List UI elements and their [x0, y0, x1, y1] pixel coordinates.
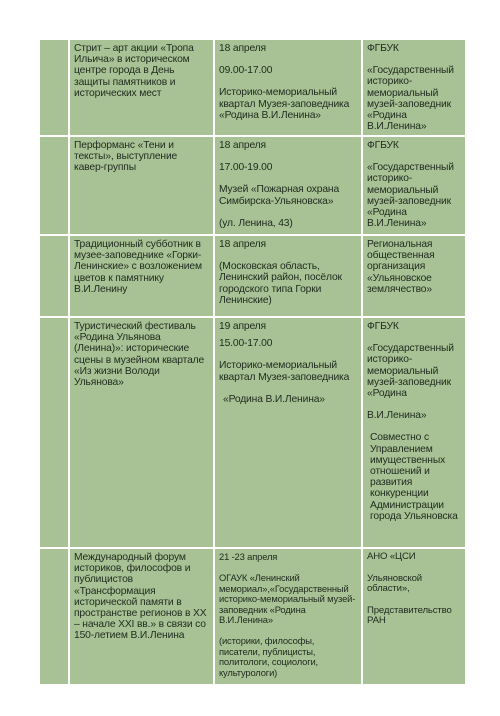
- organizer-partner: Представительство РАН: [367, 604, 452, 627]
- row-number-cell: [40, 40, 68, 135]
- event-cell: [70, 549, 213, 684]
- date-place-cell: [215, 137, 361, 234]
- table-row: [40, 40, 465, 135]
- date-place-cell: [215, 236, 361, 316]
- row-number-cell: [40, 137, 68, 234]
- event-date: 18 апреля: [219, 43, 266, 54]
- event-cell: [70, 40, 213, 135]
- organizer-name: Региональная общественная организация «Ульяновское землячество»: [367, 239, 435, 295]
- organizer-type: ФГБУК: [367, 321, 399, 332]
- event-place: Историко-мемориальный квартал Музея-заповедника: [219, 360, 350, 383]
- date-place-cell: [215, 318, 361, 547]
- organizer-region: Ульяновской области»,: [367, 572, 423, 595]
- organizer-cell: [363, 137, 465, 234]
- organizer-name-cont: В.И.Ленина»: [367, 410, 427, 422]
- event-place: Музей «Пожарная охрана Симбирска-Ульяновска»: [219, 184, 340, 207]
- table-row: [40, 137, 465, 234]
- event-date: 18 апреля: [219, 239, 266, 250]
- event-time: 15.00-17.00: [219, 338, 273, 350]
- event-cell: [70, 236, 213, 316]
- event-place: (Московская область, Ленинский район, посёлок городского типа Горки Ленинские): [219, 261, 342, 306]
- event-title: Туристический фестиваль «Родина Ульянова (Ленина)»: исторические сцены в музейном квартале «Из жизни Володи Ульянова»: [74, 321, 205, 389]
- event-place-name: «Родина В.И.Ленина»: [223, 393, 325, 405]
- event-time: 17.00-19.00: [219, 162, 273, 174]
- event-title: Международный форум историков, философов и публицистов «Трансформация исторической памяти в пространстве регионов в ХХ – начале XXI вв.» в связи со 150-летием В.И.Ленина: [74, 552, 207, 642]
- event-title: Перформанс «Тени и тексты», выступление кавер-группы: [74, 140, 178, 174]
- organizer-partner: Совместно с Управлением имущественных отношений и развития конкуренции Администрации города Ульяновска: [370, 432, 458, 522]
- organizer-cell: [363, 40, 465, 135]
- organizer-name: АНО «ЦСИ: [367, 551, 416, 562]
- event-participants: (историки, философы, писатели, публицисты, политологи, социологи, культурологи): [219, 635, 319, 678]
- date-place-cell: [215, 549, 361, 684]
- row-number-cell: [40, 549, 68, 684]
- event-date: 18 апреля: [219, 140, 266, 151]
- event-time: 09.00-17.00: [219, 65, 273, 77]
- event-cell: [70, 137, 213, 234]
- date-place-cell: [215, 40, 361, 135]
- event-address: (ул. Ленина, 43): [219, 217, 293, 229]
- event-place: Историко-мемориальный квартал Музея-заповедника «Родина В.И.Ленина»: [219, 87, 350, 121]
- event-place: ОГАУК «Ленинский мемориал»,«Государственный историко-мемориальный музей-заповедник «Родина В.И.Ленина»: [219, 572, 356, 626]
- organizer-cell: [363, 549, 465, 684]
- organizer-type: ФГБУК: [367, 43, 399, 54]
- table-row: [40, 318, 465, 547]
- organizer-name: «Государственный историко-мемориальный музей-заповедник «Родина В.И.Ленина»: [367, 162, 454, 230]
- event-title: Стрит – арт акции «Тропа Ильича» в историческом центре города в День защиты памятников и исторических мест: [74, 43, 194, 99]
- event-title: Традиционный субботник в музее-заповеднике «Горки-Ленинские» с возложением цветов к памятнику В.И.Ленину: [74, 239, 202, 295]
- event-cell: [70, 318, 213, 547]
- row-number-cell: [40, 236, 68, 316]
- event-date: 21 -23 апреля: [219, 551, 278, 562]
- organizer-name: «Государственный историко-мемориальный музей-заповедник «Родина В.И.Ленина»: [367, 65, 454, 133]
- organizer-cell: [363, 318, 465, 547]
- table-row: [40, 549, 465, 684]
- organizer-cell: [363, 236, 465, 316]
- event-date: 19 апреля: [219, 321, 266, 332]
- row-number-cell: [40, 318, 68, 547]
- organizer-type: ФГБУК: [367, 140, 399, 151]
- table-row: [40, 236, 465, 316]
- organizer-name: «Государственный историко-мемориальный музей-заповедник «Родина: [367, 343, 454, 400]
